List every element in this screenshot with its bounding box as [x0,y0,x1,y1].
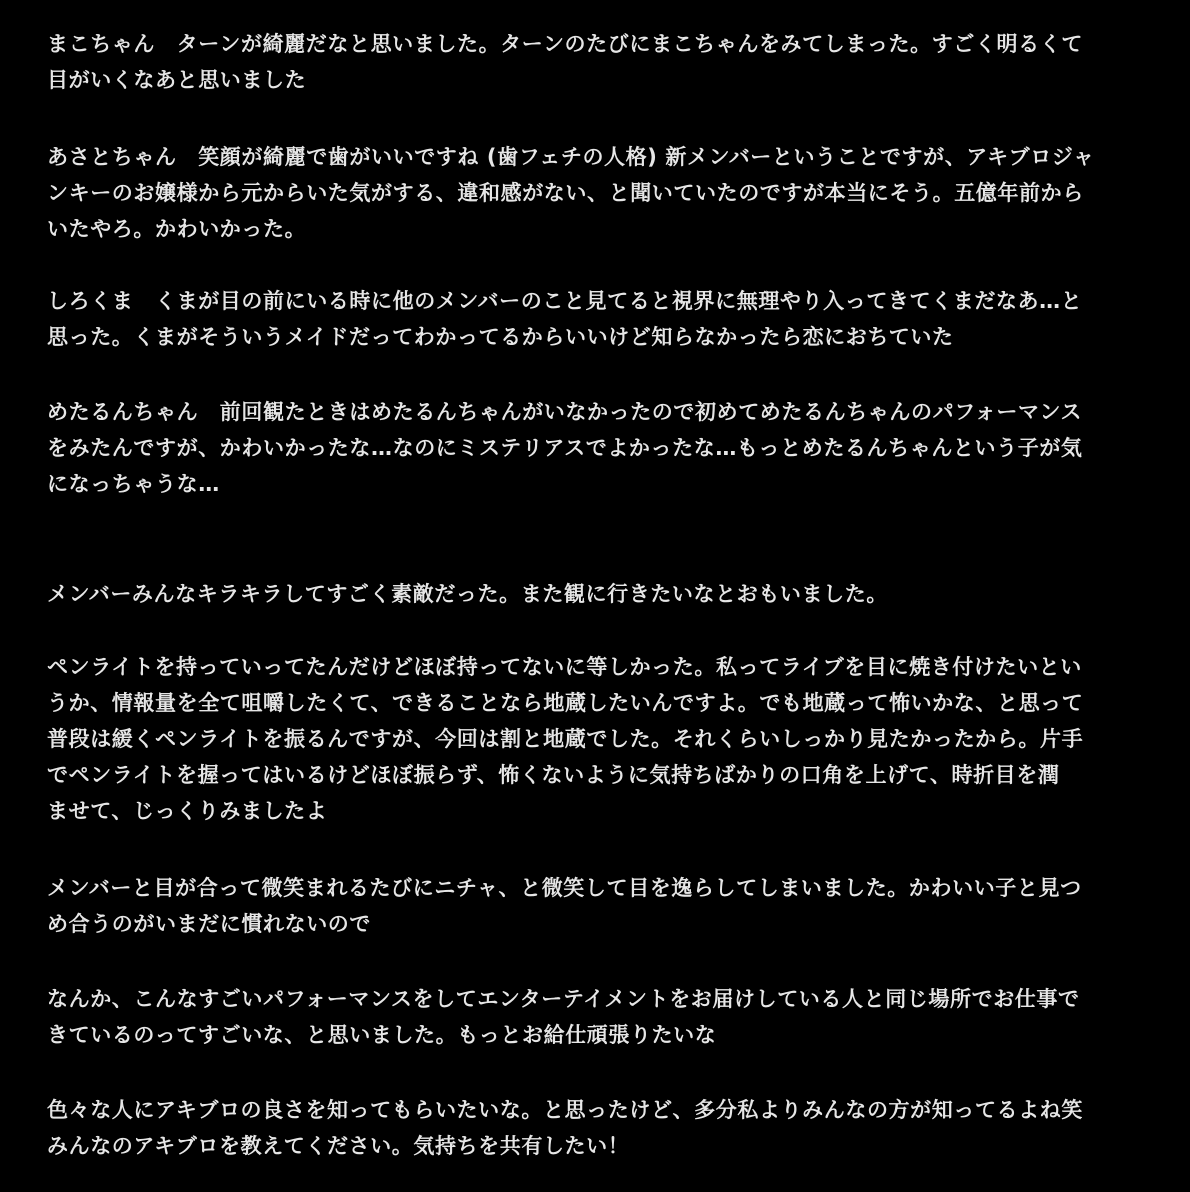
text-line: メンバーと目が合って微笑まれるたびにニチャ、と微笑して目を逸らしてしまいました。かわいい子と見つ [47,876,1082,900]
text-line: 思った。くまがそういうメイドだってわかってるからいいけど知らなかったら恋におちていた [47,325,954,349]
text-line: ンキーのお嬢様から元からいた気がする、違和感がない、と聞いていたのですが本当にそう。五億年前から [47,181,1084,205]
text-line: いたやろ。かわいかった。 [47,217,307,241]
text-line: ませて、じっくりみましたよ [47,799,328,823]
paragraph-asato [47,139,1150,247]
text-line: あさとちゃん 笑顔が綺麗で歯がいいですね (歯フェチの人格) 新メンバーということですが、アキブロジャ [47,145,1095,169]
text-line: めたるんちゃん 前回観たときはめたるんちゃんがいなかったので初めてめたるんちゃんのパフォーマンス [47,400,1083,424]
paragraph-shirokuma [47,283,1150,355]
text-line: なんか、こんなすごいパフォーマンスをしてエンターテイメントをお届けしている人と同じ場所でお仕事で [47,987,1080,1011]
text-line: ペンライトを持っていってたんだけどほぼ持ってないに等しかった。私ってライブを目に焼き付けたいとい [47,655,1082,679]
paragraph-mako [47,26,1150,98]
text-line: をみたんですが、かわいかったな…なのにミステリアスでよかったな…もっとめたるんちゃんという子が気 [47,436,1083,460]
text-line: まこちゃん ターンが綺麗だなと思いました。ターンのたびにまこちゃんをみてしまった。すごく明るくて [47,32,1083,56]
text-line: みんなのアキブロを教えてください。気持ちを共有したい！ [47,1134,630,1158]
text-line: きているのってすごいな、と思いました。もっとお給仕頑張りたいな [47,1023,717,1047]
paragraph-penlight [47,649,1150,829]
paragraph-performance [47,981,1150,1053]
paragraph-eye-contact [47,870,1150,942]
text-line: しろくま くまが目の前にいる時に他のメンバーのこと見てると視界に無理やり入ってきてくまだなあ…と [47,289,1083,313]
text-line: 色々な人にアキブロの良さを知ってもらいたいな。と思ったけど、多分私よりみんなの方が知ってるよね笑 [47,1098,1083,1122]
text-line: うか、情報量を全て咀嚼したくて、できることなら地蔵したいんですよ。でも地蔵って怖いかな、と思って [47,691,1084,715]
text-line: でペンライトを握ってはいるけどほぼ振らず、怖くないように気持ちばかりの口角を上げて、時折目を潤 [47,763,1060,787]
text-line: メンバーみんなキラキラしてすごく素敵だった。また観に行きたいなとおもいました。 [47,582,888,606]
paragraph-metarun [47,394,1150,502]
text-line: になっちゃうな… [47,472,220,496]
text-line: め合うのがいまだに慣れないので [47,912,371,936]
paragraph-closing [47,1092,1150,1164]
text-line: 普段は緩くペンライトを振るんですが、今回は割と地蔵でした。それくらいしっかり見たかったから。片手 [47,727,1084,751]
text-line: 目がいくなあと思いました [47,68,307,92]
paragraph-members [47,576,1150,612]
